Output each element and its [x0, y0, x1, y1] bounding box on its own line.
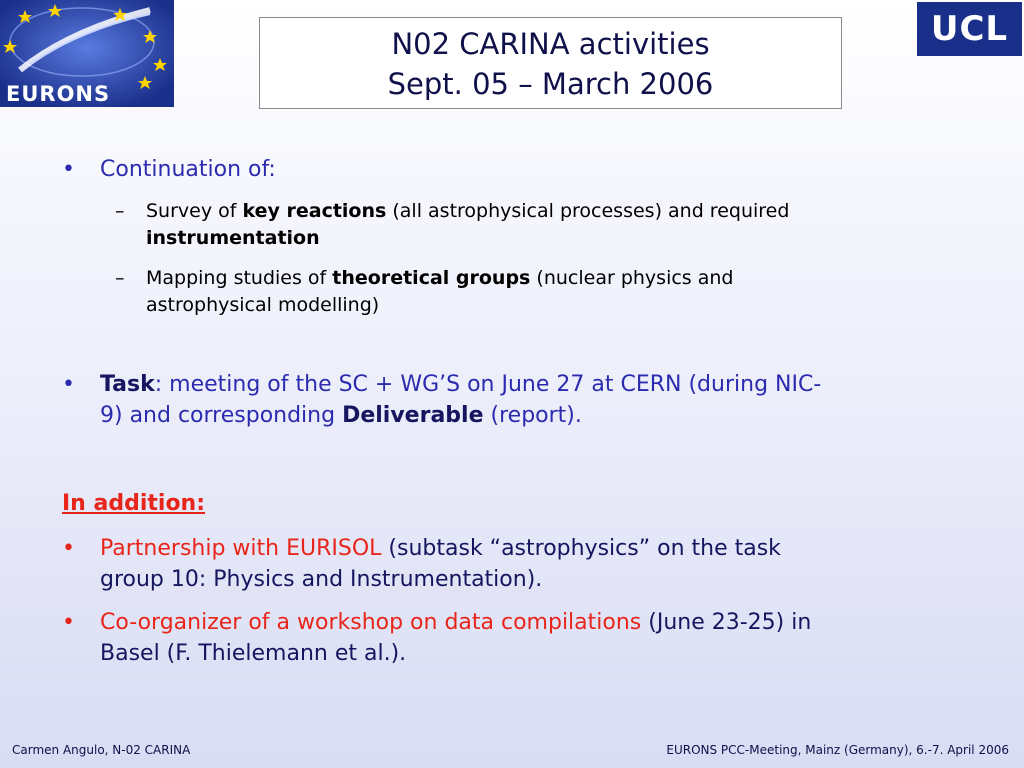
- eurons-logo: [0, 0, 174, 107]
- task-bold: Task: [100, 372, 155, 397]
- ucl-logo: UCL: [917, 2, 1022, 56]
- sub-bullet-survey-text: Survey of key reactions (all astrophysical processes) and required instrumentation: [146, 200, 790, 249]
- sub-bullet-mapping-text: Mapping studies of theoretical groups (nuclear physics and astrophysical modelling): [146, 267, 734, 316]
- bullet-glyph: •: [62, 610, 75, 635]
- footer-meeting: EURONS PCC-Meeting, Mainz (Germany), 6.-7. April 2006: [666, 743, 1009, 757]
- continuation-label: Continuation of:: [100, 157, 276, 182]
- instrumentation-bold: instrumentation: [146, 227, 320, 249]
- co-organizer-text: Co-organizer of a workshop on data compilations (June 23-25) in Basel (F. Thielemann et al.).: [100, 610, 812, 666]
- title-line-2: Sept. 05 – March 2006: [387, 67, 714, 101]
- bullet-glyph: •: [62, 157, 75, 182]
- task-text: Task: meeting of the SC + WG’S on June 27 at CERN (during NIC- 9) and corresponding Deliverable (report).: [100, 372, 822, 428]
- key-reactions-bold: key reactions: [242, 200, 387, 222]
- dash-glyph: –: [115, 267, 125, 289]
- theoretical-groups-bold: theoretical groups: [332, 267, 531, 289]
- in-addition-heading: In addition:: [62, 491, 206, 516]
- eurons-logo-text: EURONS: [6, 82, 111, 106]
- slide-title: [259, 17, 842, 109]
- footer-author: Carmen Angulo, N-02 CARINA: [12, 743, 191, 757]
- dash-glyph: –: [115, 200, 125, 222]
- bullet-glyph: •: [62, 372, 75, 397]
- title-line-1: N02 CARINA activities: [391, 27, 710, 61]
- partnership-text: Partnership with EURISOL (subtask “astrophysics” on the task group 10: Physics and Instrumentation).: [100, 536, 781, 592]
- deliverable-bold: Deliverable: [342, 403, 484, 428]
- bullet-glyph: •: [62, 536, 75, 561]
